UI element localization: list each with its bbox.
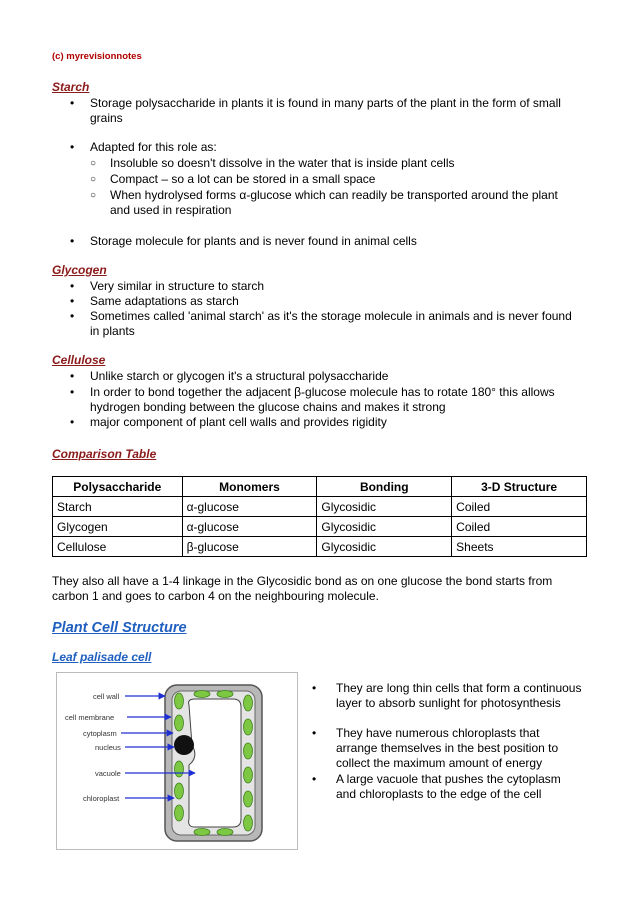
nucleus-shape	[174, 735, 194, 755]
bullet-icon: •	[70, 234, 75, 248]
glycogen-bullet-1-text: Very similar in structure to starch	[90, 279, 265, 293]
table-cell: Coiled	[452, 497, 587, 517]
palisade-bullet-1-text: They are long thin cells that form a continuous layer to absorb sunlight for photosynthesis	[336, 681, 582, 710]
starch-heading: Starch	[52, 80, 90, 94]
label-cell-membrane: cell membrane	[65, 713, 115, 722]
table-cell: Cellulose	[53, 537, 183, 557]
table-header-cell: Bonding	[317, 477, 452, 497]
glycogen-bullet-2-text: Same adaptations as starch	[90, 294, 239, 308]
glycogen-bullet-3-text: Sometimes called 'animal starch' as it's the storage molecule in animals and is never found in plants	[90, 309, 572, 338]
linkage-paragraph: They also all have a 1-4 linkage in the Glycosidic bond as on one glucose the bond starts from carbon 1 and goes to carbon 4 on the neighbouring molecule.	[52, 574, 553, 603]
table-header-cell: 3-D Structure	[452, 477, 587, 497]
palisade-cell-svg	[57, 673, 297, 849]
palisade-bullet-3-text: A large vacuole that pushes the cytoplasm and chloroplasts to the edge of the cell	[336, 772, 561, 801]
bullet-icon: •	[70, 415, 75, 429]
starch-sub-1-text: Insoluble so doesn't dissolve in the water that is inside plant cells	[110, 156, 455, 170]
cellulose-bullet-1-text: Unlike starch or glycogen it's a structural polysaccharide	[90, 369, 389, 383]
bullet-icon: •	[70, 279, 75, 293]
table-cell: α-glucose	[182, 497, 317, 517]
bullet-icon: •	[70, 369, 75, 383]
table-cell: β-glucose	[182, 537, 317, 557]
sub-bullet-icon: ○	[90, 158, 97, 169]
bullet-icon: •	[70, 96, 75, 110]
label-vacuole: vacuole	[95, 769, 121, 778]
cellulose-heading: Cellulose	[52, 353, 106, 367]
vacuole-shape	[189, 699, 241, 827]
glycogen-heading: Glycogen	[52, 263, 107, 277]
palisade-subheading: Leaf palisade cell	[52, 650, 152, 664]
copyright-notice: (c) myrevisionnotes	[52, 51, 142, 62]
table-row	[53, 497, 587, 517]
table-cell: Glycosidic	[317, 517, 452, 537]
starch-bullet-1-text: Storage polysaccharide in plants it is found in many parts of the plant in the form of small grains	[90, 96, 561, 125]
table-row	[53, 537, 587, 557]
comparison-table	[52, 476, 587, 557]
starch-bullet-3-text: Storage molecule for plants and is never found in animal cells	[90, 234, 417, 248]
bullet-icon: •	[312, 726, 317, 740]
table-cell: Glycogen	[53, 517, 183, 537]
palisade-cell-diagram	[56, 672, 298, 850]
label-cell-wall: cell wall	[93, 692, 120, 701]
table-header-cell: Monomers	[182, 477, 317, 497]
table-cell: α-glucose	[182, 517, 317, 537]
cellulose-bullet-2-text: In order to bond together the adjacent β-glucose molecule has to rotate 180° this allows hydrogen bonding between the glucose chains and makes it strong	[90, 385, 555, 414]
comparison-heading: Comparison Table	[52, 447, 157, 461]
label-nucleus: nucleus	[95, 743, 121, 752]
label-chloroplast: chloroplast	[83, 794, 120, 803]
bullet-icon: •	[70, 385, 75, 399]
table-cell: Glycosidic	[317, 537, 452, 557]
table-header-cell: Polysaccharide	[53, 477, 183, 497]
table-cell: Coiled	[452, 517, 587, 537]
bullet-icon: •	[70, 309, 75, 323]
sub-bullet-icon: ○	[90, 174, 97, 185]
bullet-icon: •	[312, 681, 317, 695]
bullet-icon: •	[70, 140, 75, 154]
table-cell: Starch	[53, 497, 183, 517]
table-header-row	[53, 477, 587, 497]
plant-cell-heading: Plant Cell Structure	[52, 620, 187, 636]
starch-sub-2-text: Compact – so a lot can be stored in a small space	[110, 172, 376, 186]
cellulose-bullet-3-text: major component of plant cell walls and provides rigidity	[90, 415, 387, 429]
bullet-icon: •	[312, 772, 317, 786]
table-cell: Sheets	[452, 537, 587, 557]
palisade-bullet-2-text: They have numerous chloroplasts that arrange themselves in the best position to collect the maximum amount of energy	[336, 726, 559, 770]
table-cell: Glycosidic	[317, 497, 452, 517]
sub-bullet-icon: ○	[90, 190, 97, 201]
bullet-icon: •	[70, 294, 75, 308]
label-cytoplasm: cytoplasm	[83, 729, 117, 738]
starch-bullet-2-text: Adapted for this role as:	[90, 140, 217, 154]
table-row	[53, 517, 587, 537]
starch-sub-3-text: When hydrolysed forms α-glucose which can readily be transported around the plant and used in respiration	[110, 188, 558, 217]
